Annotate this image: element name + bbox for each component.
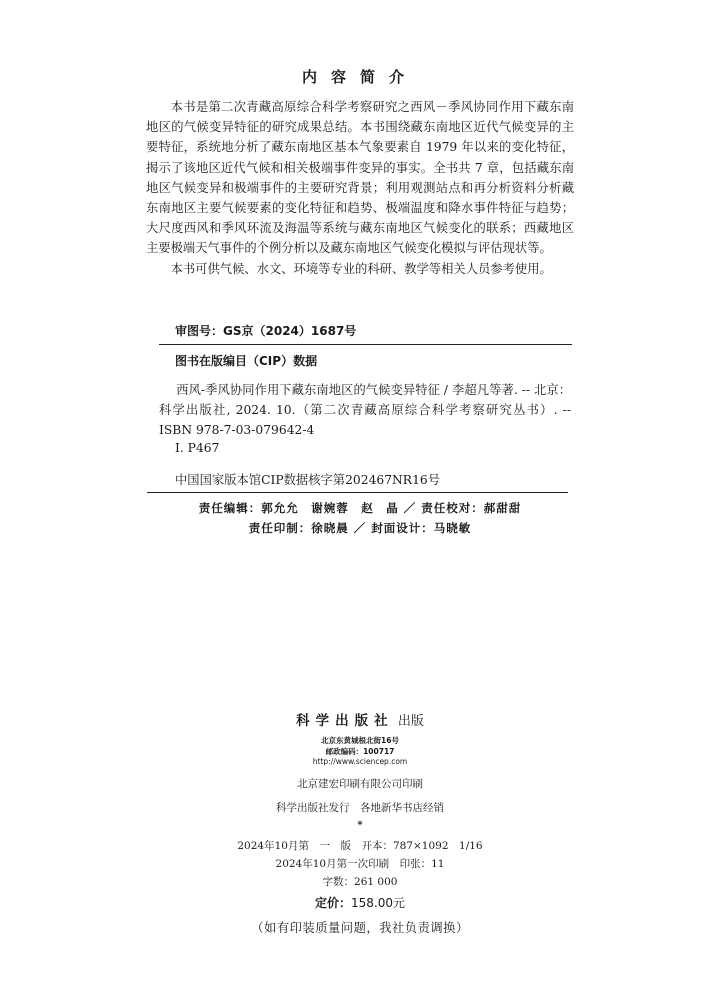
- publisher-line: [0, 709, 720, 729]
- map-review-number: 审图号：GS京（2024）1687号: [175, 324, 357, 338]
- quality-notice: （如有印装质量问题，我社负责调换）: [251, 921, 469, 935]
- divider: [159, 344, 572, 345]
- book-introduction: [146, 97, 574, 279]
- cip-record-text: 西风-季风协同作用下藏东南地区的气候变异特征 / 李超凡等著. -- 北京：科学出版社, 2024. 10.（第二次青藏高原综合科学考察研究丛书）. -- ISBN 978-7-03-079642-4: [159, 383, 571, 437]
- publisher-postcode: 邮政编码：100717: [325, 747, 395, 756]
- intro-paragraph: 本书是第二次青藏高原综合科学考察研究之西风－季风协同作用下藏东南地区的气候变异特征的研究成果总结。本书围绕藏东南地区近代气候变异的主要特征，系统地分析了藏东南地区基本气象要素自 1979 年以来的变化特征，揭示了该地区近代气候和相关极端事件变异的事实。全书共 7 章，包括藏东南地区气候变异和极端事件的主要研究背景；利用观测站点和再分析资料分析藏东南地区主要气候要素的变化特征和趋势、极端温度和降水事件特征与趋势；大尺度西风和季风环流及海温等系统与藏东南地区气候变化的联系；西藏地区主要极端天气事件的个例分析以及藏东南地区气候变化模拟与评估现状等。: [146, 100, 574, 256]
- word-count: 字数：261 000: [322, 876, 398, 888]
- publisher-address: 北京东黄城根北街16号: [321, 736, 399, 745]
- page-title: 内容简介: [301, 68, 418, 86]
- cip-data-number: 中国国家版本馆CIP数据核字第202467NR16号: [175, 473, 441, 487]
- separator-star: *: [357, 820, 363, 831]
- publisher-website: http://www.sciencep.com: [312, 757, 408, 766]
- cip-record: [159, 380, 571, 440]
- editor-credits: 责任编辑：郭允允 谢婉蓉 赵 晶 ／ 责任校对：郝甜甜: [198, 501, 522, 515]
- cip-heading: 图书在版编目（CIP）数据: [175, 354, 318, 368]
- publisher-brand: 科学出版社: [296, 713, 394, 729]
- publisher-suffix: 出版: [397, 714, 424, 729]
- intro-paragraph: 本书可供气候、水文、环境等专业的科研、教学等相关人员参考使用。: [170, 261, 552, 276]
- price-line: [0, 894, 720, 911]
- production-credits: 责任印制：徐晓晨 ／ 封面设计：马晓敏: [248, 521, 472, 535]
- printer-line: 北京建宏印刷有限公司印刷: [297, 778, 423, 790]
- price-label: 定价：: [314, 896, 351, 910]
- price-value: 158.00元: [351, 896, 405, 910]
- edition-line: 2024年10月第 一 版 开本：787×1092 1/16: [237, 840, 483, 852]
- cip-classification: Ⅰ. P467: [175, 441, 220, 455]
- divider: [147, 492, 568, 493]
- printing-line: 2024年10月第一次印刷 印张：11: [275, 858, 445, 870]
- distribution-line: 科学出版社发行 各地新华书店经销: [276, 802, 444, 814]
